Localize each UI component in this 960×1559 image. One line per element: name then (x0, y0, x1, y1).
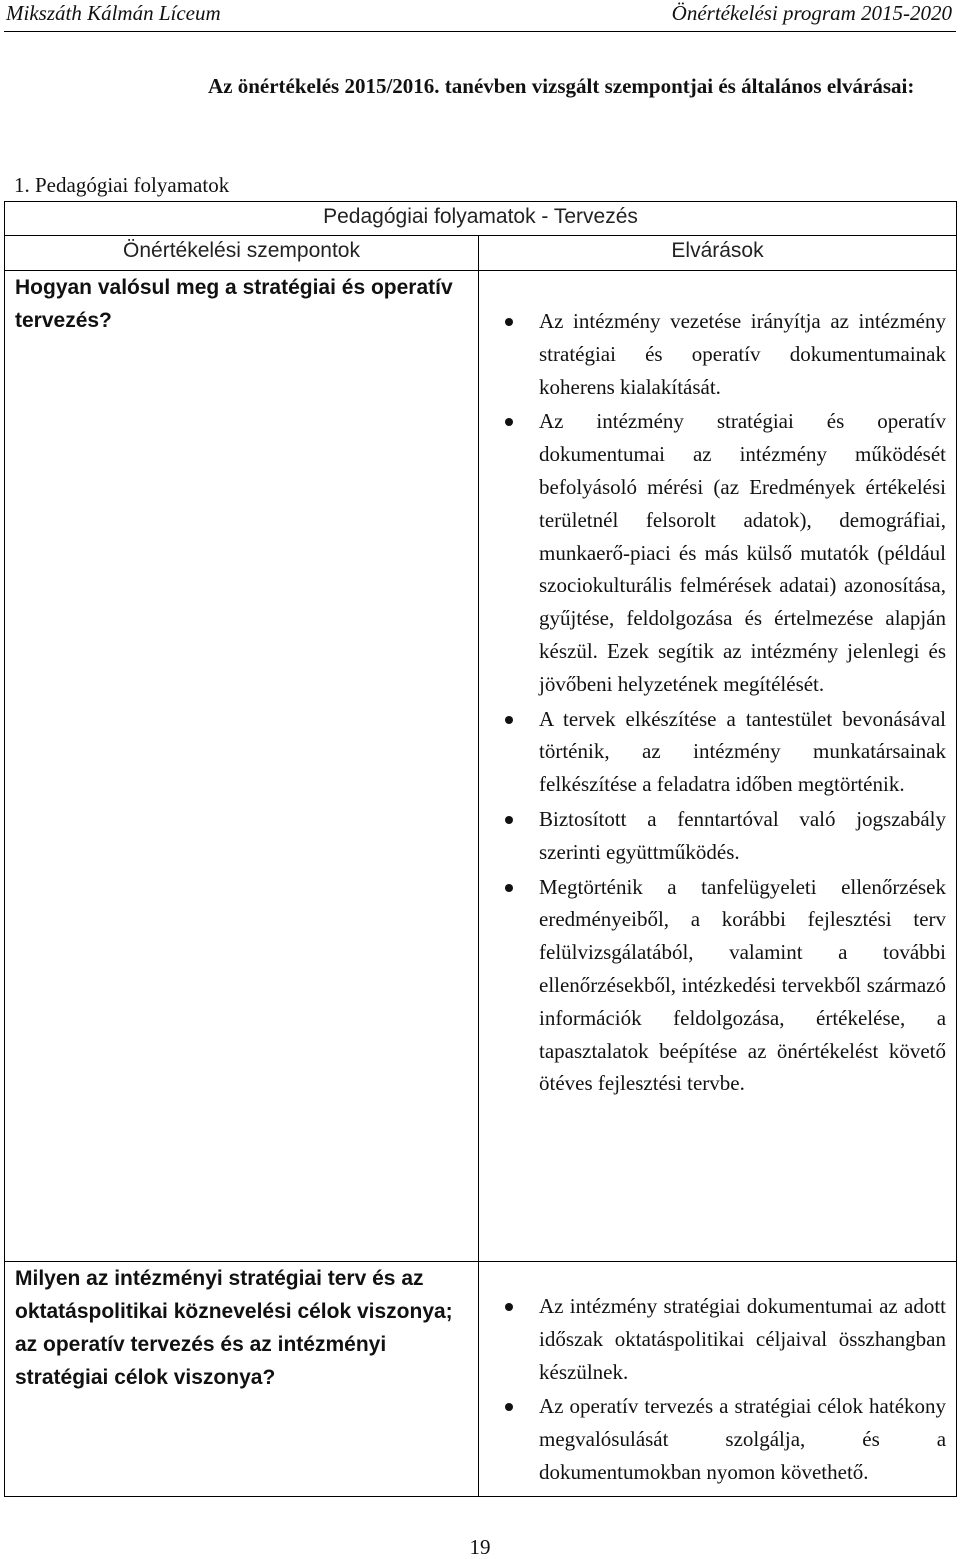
document-title: Az önértékelés 2015/2016. tanévben vizsgált szempontjai és általános elvárásai: (208, 74, 915, 98)
expectation-text: Az operatív tervezés a stratégiai célok hatékony megvalósulását szolgálja, és a dokumentumokban nyomon követhető. (539, 1394, 947, 1484)
list-item (479, 405, 946, 700)
expectation-text: Az intézmény vezetése irányítja az intézmény stratégiai és operatív dokumentumainak koherens kialakítását. (539, 309, 947, 399)
column-header-criteria: Önértékelési szempontok (5, 236, 479, 271)
section-heading: 1. Pedagógiai folyamatok (14, 173, 230, 197)
table-caption-row (5, 202, 957, 236)
list-item (479, 871, 946, 1101)
expectations-list (479, 1262, 946, 1489)
expectation-text: A tervek elkészítése a tantestület bevonásával történik, az intézmény munkatársainak felkészítése a feladatra időben megtörténik. (539, 706, 947, 797)
list-item (479, 1390, 946, 1488)
evaluation-table (4, 201, 957, 1497)
table-header-row (5, 236, 957, 271)
expectations-cell (479, 1262, 957, 1497)
expectation-text: Az intézmény stratégiai dokumentumai az adott időszak oktatáspolitikai céljaival összhangban készülnek. (539, 1294, 947, 1384)
bullet-icon (505, 1403, 513, 1411)
table-row (5, 1262, 957, 1497)
page-number: 19 (469, 1535, 491, 1559)
criterion-question: Milyen az intézményi stratégiai terv és az oktatáspolitikai köznevelési célok viszonya; az operatív tervezés és az intézményi stratégiai célok viszonya? (5, 1262, 479, 1497)
expectation-text: Biztosított a fenntartóval való jogszabály szerinti együttműködés. (539, 806, 947, 864)
header-program-title: Önértékelési program 2015-2020 (671, 1, 952, 25)
bullet-icon (505, 884, 513, 892)
header-divider (4, 31, 956, 32)
bullet-icon (505, 318, 513, 326)
expectations-cell (479, 271, 957, 1262)
header-school-name: Mikszáth Kálmán Líceum (6, 1, 221, 25)
bullet-icon (505, 1303, 513, 1311)
bullet-icon (505, 716, 513, 724)
bullet-icon (505, 418, 513, 426)
expectation-text: Megtörténik a tanfelügyeleti ellenőrzések eredményeiből, a korábbi fejlesztési terv felülvizsgálatából, valamint a további ellenőrzésekből, intézkedési tervekből származó információk feldolgozása, értékelése, a tapasztalatok beépítése az önértékelést követő ötéves fejlesztési tervbe. (539, 874, 947, 1096)
list-item (479, 305, 946, 403)
expectations-list (479, 271, 946, 1100)
list-item (479, 703, 946, 801)
bullet-icon (505, 816, 513, 824)
table-row (5, 271, 957, 1262)
criterion-question: Hogyan valósul meg a stratégiai és operatív tervezés? (5, 271, 479, 1262)
table-caption: Pedagógiai folyamatok - Tervezés (5, 202, 957, 236)
expectation-text: Az intézmény stratégiai és operatív dokumentumai az intézmény működését befolyásoló mérési (az Eredmények értékelési területnél felsorolt adatok), demográfiai, munkaerő-piaci és más külső mutatók (például szociokulturális felmérések adatai) azonosítása, gyűjtése, feldolgozása és értelmezése alapján készül. Ezek segítik az intézmény jelenlegi és jövőbeni helyzetének megítélését. (539, 409, 947, 696)
list-item (479, 1290, 946, 1388)
list-item (479, 803, 946, 869)
column-header-expectations: Elvárások (479, 236, 957, 271)
